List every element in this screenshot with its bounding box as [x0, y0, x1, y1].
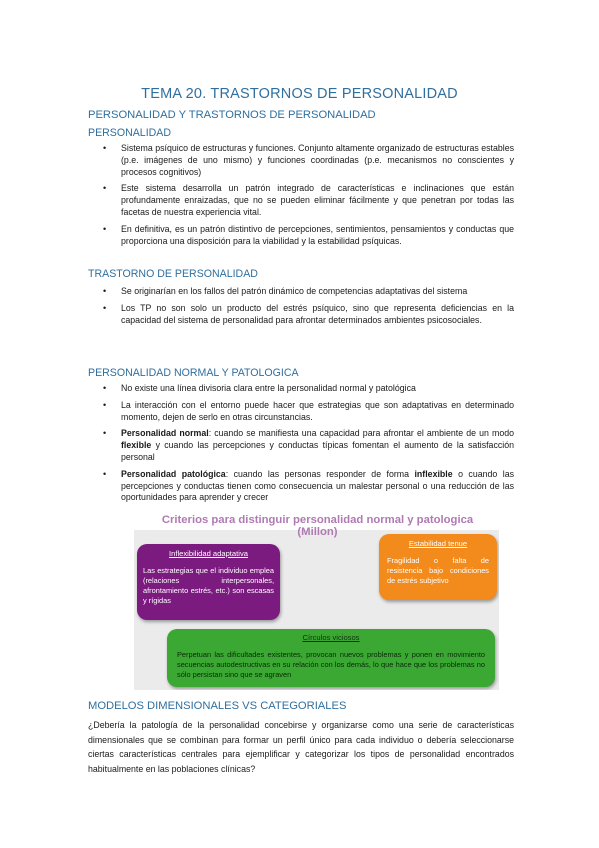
millon-criteria-diagram — [134, 530, 499, 690]
list-item: • Este sistema desarrolla un patrón integrado de características e inclinaciones que están profundamente enraizadas, que no se pueden eliminar fácilmente y que penetran por todas las facetas de nuestra experiencia vital. — [103, 183, 514, 218]
normal-patologica-heading: PERSONALIDAD NORMAL Y PATOLOGICA — [88, 367, 299, 379]
item-text: : cuando se manifiesta una capacidad para afrontar el ambiente de un modo — [208, 428, 514, 439]
box-text: Perpetuan las dificultades existentes, provocan nuevos problemas y ponen en movimiento secuencias autodestructivas en su relación con los demás, lo que hace que los problemas no sólo persistan sino que se agraven — [177, 650, 485, 679]
item-text: o cuando las percepciones y conductas tienen como consecuencia un malestar personal o una reducción de las oportunidades para aprender y crecer — [121, 468, 514, 503]
trastorno-heading: TRASTORNO DE PERSONALIDAD — [88, 268, 258, 280]
normal-patologica-list — [103, 383, 514, 509]
personalidad-list — [103, 143, 514, 252]
list-item — [103, 469, 514, 504]
body-paragraph: ¿Debería la patología de la personalidad concebirse y organizarse como una serie de características dimensionales que se combinan para formar un perfil único para cada individuo o debería seleccionarse ciertas características centrales para ejemplificar y categorizar los tipos de personalidad encontrados habitualmente en las poblaciones clínicas? — [88, 720, 514, 774]
trastorno-list — [103, 286, 514, 331]
box-text: Fragilidad o falta de resistencia bajo condiciones de estrés subjetivo — [387, 556, 489, 585]
box-title: Círculos viciosos — [302, 633, 360, 642]
section-heading: MODELOS DIMENSIONALES VS CATEGORIALES — [88, 700, 347, 712]
bold-term: Personalidad normal — [121, 428, 209, 439]
item-text: : cuando las personas responder de forma — [225, 468, 415, 479]
list-item: • Los TP no son solo un producto del estrés psíquico, sino que representa deficiencias en la capacidad del sistema de personalidad para afrontar determinados ambientes psicosociales. — [103, 303, 514, 327]
list-item — [103, 428, 514, 463]
list-item: • Sistema psíquico de estructuras y funciones. Conjunto altamente organizado de estructuras estables (p.e. imágenes de uno mismo) y funciones coordinadas (p.e. mecanismos no conscientes y procesos cognitivos) — [103, 143, 514, 178]
item-text: y cuando las percepciones y conductas típicas fomentan el aumento de la satisfacción personal — [121, 440, 514, 462]
box-title: Estabilidad tenue — [408, 539, 468, 548]
bold-term: Personalidad patológica — [121, 468, 226, 479]
section-heading: PERSONALIDAD Y TRASTORNOS DE PERSONALIDAD — [88, 109, 376, 121]
list-item: • Se originarían en los fallos del patrón dinámico de competencias adaptativas del sistema — [103, 286, 514, 298]
list-item: • La interacción con el entorno puede hacer que estrategias que son adaptativas en determinado momento, dejen de serlo en otras circunstancias. — [103, 400, 514, 424]
page-title: TEMA 20. TRASTORNOS DE PERSONALIDAD — [141, 86, 458, 102]
bold-term: flexible — [121, 440, 152, 451]
list-item: • No existe una línea divisoria clara entre la personalidad normal y patológica — [103, 383, 514, 395]
bold-term: inflexible — [414, 468, 453, 479]
box-text: Las estrategias que el individuo emplea (relaciones interpersonales, afrontamiento estrés, etc.) son escasas y rígidas — [143, 566, 274, 605]
inflexibilidad-box — [137, 544, 280, 620]
circulos-box — [167, 629, 495, 687]
personalidad-heading: PERSONALIDAD — [88, 127, 172, 139]
estabilidad-box — [379, 534, 497, 600]
diagram-title: Criterios para distinguir personalidad normal y patologica (Millon) — [161, 514, 474, 538]
box-title: Inflexibilidad adaptativa — [169, 549, 248, 558]
list-item: • En definitiva, es un patrón distintivo de percepciones, sentimientos, pensamientos y conductas que proporciona una disposición para la viabilidad y la estabilidad psíquicas. — [103, 224, 514, 248]
